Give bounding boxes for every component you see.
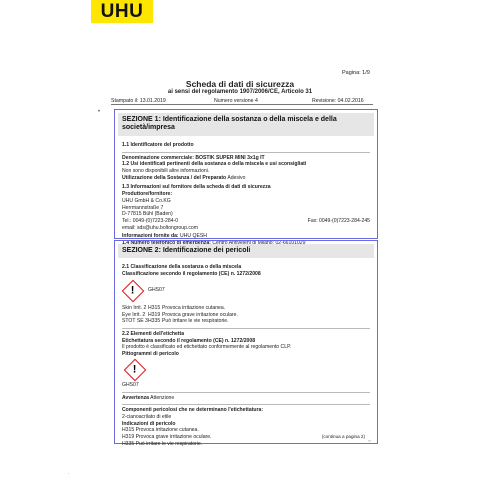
components-value: 2-cianoacrilato di etile	[122, 414, 172, 421]
hazard-code: H319	[148, 311, 161, 318]
divider	[122, 404, 370, 405]
s22-subtitle: Etichettatura secondo il regolamento (CE) n. 1272/2008	[122, 337, 256, 344]
ghs07-pictogram-row	[122, 280, 370, 302]
language-code: IT	[368, 439, 371, 443]
exclamation-icon: !	[124, 359, 147, 382]
hazard-row	[122, 312, 370, 319]
fax: Fax: 0049-(0)7223-284-245	[307, 217, 370, 224]
signal-label: Avvertenza	[122, 394, 149, 401]
telephone: Tel.: 0049-(0)7223-284-0	[122, 217, 179, 224]
contact-row	[122, 218, 370, 225]
hazard-class: Eye Irrit. 2	[122, 311, 146, 318]
page-number: Pagina: 1/9	[342, 70, 370, 76]
uhu-logo: UHU	[91, 0, 153, 23]
document-title: Scheda di dati di sicurezza	[185, 79, 295, 89]
revision-date: Revisione: 04.02.2016	[312, 98, 364, 104]
info-label: Informazioni fornite da:	[122, 233, 179, 240]
margin-dot: •	[98, 109, 101, 115]
hazard-text: Può irritare le vie respiratorie.	[162, 318, 229, 325]
use-value: Adesivo	[227, 174, 246, 181]
ghs-label: GHS07	[148, 287, 165, 294]
use-line	[122, 175, 370, 182]
section-2-title: SEZIONE 2: Identificazione dei pericoli	[118, 244, 374, 258]
version-number: Numero versione 4	[214, 98, 258, 104]
hazard-class: Skin Irrit. 2	[122, 304, 147, 311]
email-link[interactable]: email: sds@uhu.boltongroup.com	[122, 224, 198, 231]
s22-text: Il prodotto è classificato ed etichettato conformemente al regolamento CLP.	[122, 344, 292, 351]
producer-label: Produttore/fornitore:	[122, 191, 173, 198]
hazard-class: STOT SE 3	[122, 318, 148, 325]
signal-value: Attenzione	[150, 394, 175, 401]
ghs07-pictogram-block	[122, 362, 370, 389]
trade-name: Denominazione commerciale: BOSTIK SUPER MINI 3x1g IT	[122, 154, 265, 161]
ghs-label: GHS07	[122, 381, 139, 388]
pictograms-label: Pittogrammi di pericolo	[122, 351, 179, 358]
hazard-statement: H319 Provoca grave irritazione oculare.	[122, 434, 212, 441]
address-line-2: Herrmannstraße 7	[122, 204, 164, 211]
hazard-row	[122, 305, 370, 312]
s11-title: 1.1 Identificatore del prodotto	[122, 141, 194, 148]
info-value: UHU QESH	[180, 233, 207, 240]
hazard-statement: H335 Può irritare le vie respiratorie.	[122, 440, 203, 447]
address-line-3: D-77815 Bühl (Baden)	[122, 211, 173, 218]
document-subtitle: ai sensi del regolamento 1907/2006/CE, Articolo 31	[167, 89, 313, 95]
s22-title: 2.2 Elementi dell'etichetta	[122, 330, 185, 337]
components-label: Componenti pericolosi che ne determinano l'etichettatura:	[122, 407, 264, 414]
hazard-row	[122, 318, 370, 325]
exclamation-icon: !	[122, 280, 145, 303]
section-1-body	[115, 136, 377, 247]
footer-mark: .	[68, 470, 70, 476]
s12-title: 1.2 Usi identificati pertinenti della sostanza o della miscela e usi sconsigliati	[122, 161, 307, 168]
hazard-text: Provoca irritazione cutanea.	[162, 304, 226, 311]
s12-text: Non sono disponibili altre informazioni.	[122, 167, 210, 174]
hazard-code: H335	[148, 318, 161, 325]
use-label: Utilizzazione della Sostanza / del Preparato	[122, 174, 227, 181]
s21-title: 2.1 Classificazione della sostanza o della miscela	[122, 264, 242, 271]
section-2-body	[115, 258, 377, 447]
print-date: Stampato il: 13.01.2019	[111, 98, 166, 104]
s13-title: 1.3 Informazioni sul fornitore della scheda di dati di sicurezza	[122, 184, 271, 191]
hazard-text: Provoca grave irritazione oculare.	[162, 311, 238, 318]
hazard-statement: H315 Provoca irritazione cutanea.	[122, 427, 199, 434]
address-line-1: UHU GmbH & Co.KG	[122, 197, 171, 204]
divider	[122, 328, 370, 329]
section-2	[114, 240, 378, 447]
divider	[122, 392, 370, 393]
continued-note: (continua a pagina 2)	[321, 434, 365, 439]
hazard-statements-label: Indicazioni di pericolo	[122, 420, 176, 427]
divider	[122, 152, 370, 153]
s21-subtitle: Classificazione secondo il regolamento (CE) n. 1272/2008	[122, 271, 261, 278]
hazard-code: H315	[148, 304, 161, 311]
header-divider	[111, 104, 373, 105]
section-1	[114, 109, 378, 239]
signal-line	[122, 395, 370, 402]
section-1-title: SEZIONE 1: Identificazione della sostanza o della miscela e della società/impresa	[118, 113, 374, 136]
